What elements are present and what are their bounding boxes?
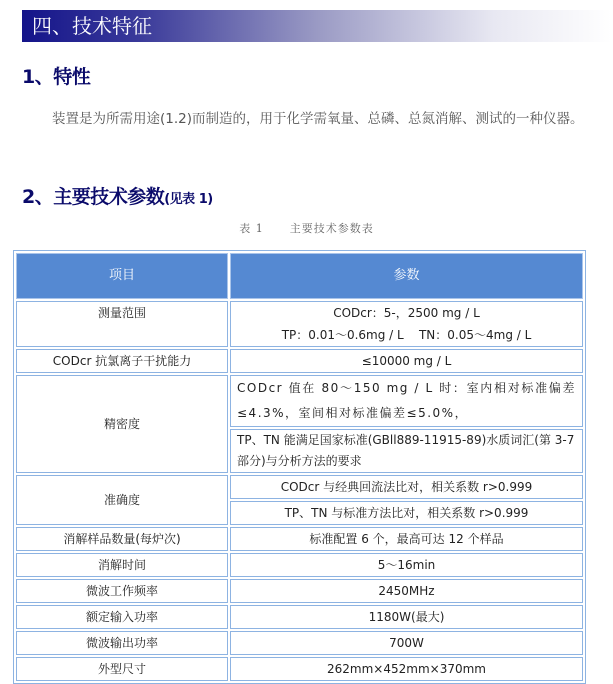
table-row — [16, 657, 583, 681]
value-line: CODcr：5-，2500 mg / L — [333, 306, 480, 320]
value-line: TP：0.01～0.6mg / L TN：0.05～4mg / L — [281, 328, 532, 342]
row-label: 外型尺寸 — [16, 657, 228, 681]
features-paragraph: 装置是为所需用途(1.2)而制造的，用于化学需氧量、总磷、总氮消解、测试的一种仪器。 — [52, 111, 584, 127]
table-row — [16, 527, 583, 551]
heading-parameters — [22, 182, 213, 209]
table-row — [16, 375, 583, 427]
row-label: 测量范围 — [16, 301, 228, 347]
row-label: 额定输入功率 — [16, 605, 228, 629]
parameters-table — [13, 250, 586, 684]
row-value: 262mm×452mm×370mm — [230, 657, 583, 681]
row-value — [230, 301, 583, 347]
row-value: TP、TN 与标准方法比对，相关系数 r>0.999 — [230, 501, 583, 525]
row-label: 消解样品数量(每炉次) — [16, 527, 228, 551]
heading-features: 1、特性 — [22, 66, 91, 88]
row-label: CODcr 抗氯离子干扰能力 — [16, 349, 228, 373]
row-value: CODcr 值在 80～150 mg / L 时：室内相对标准偏差≤4.3%，室间相对标准偏差≤5.0%， — [230, 375, 583, 427]
table-row — [16, 579, 583, 603]
table-header-row — [16, 253, 583, 299]
row-value: ≤10000 mg / L — [230, 349, 583, 373]
row-label: 精密度 — [16, 375, 228, 473]
table-row — [16, 475, 583, 499]
caption-label: 表 1 — [239, 222, 264, 235]
row-value: 700W — [230, 631, 583, 655]
row-value: TP、TN 能满足国家标准(GBll889-11915-89)水质词汇(第 3-7 部分)与分析方法的要求 — [230, 429, 583, 473]
section-title: 四、技术特征 — [32, 14, 152, 38]
row-label: 消解时间 — [16, 553, 228, 577]
section-banner — [22, 10, 612, 42]
table-caption — [0, 220, 613, 236]
row-value: 标准配置 6 个，最高可达 12 个样品 — [230, 527, 583, 551]
header-parameter: 参数 — [230, 253, 583, 299]
row-value: 1180W(最大) — [230, 605, 583, 629]
table-row — [16, 349, 583, 373]
row-label: 准确度 — [16, 475, 228, 525]
row-value: CODcr 与经典回流法比对，相关系数 r>0.999 — [230, 475, 583, 499]
caption-title: 主要技术参数表 — [289, 222, 374, 235]
header-item: 项目 — [16, 253, 228, 299]
table-row — [16, 553, 583, 577]
row-label: 微波工作频率 — [16, 579, 228, 603]
table-row — [16, 605, 583, 629]
row-value: 2450MHz — [230, 579, 583, 603]
table-row — [16, 301, 583, 347]
heading-parameters-note: (见表 1) — [164, 192, 213, 207]
table-row — [16, 631, 583, 655]
row-label: 微波输出功率 — [16, 631, 228, 655]
heading-parameters-text: 2、主要技术参数 — [22, 186, 165, 208]
row-value: 5～16min — [230, 553, 583, 577]
